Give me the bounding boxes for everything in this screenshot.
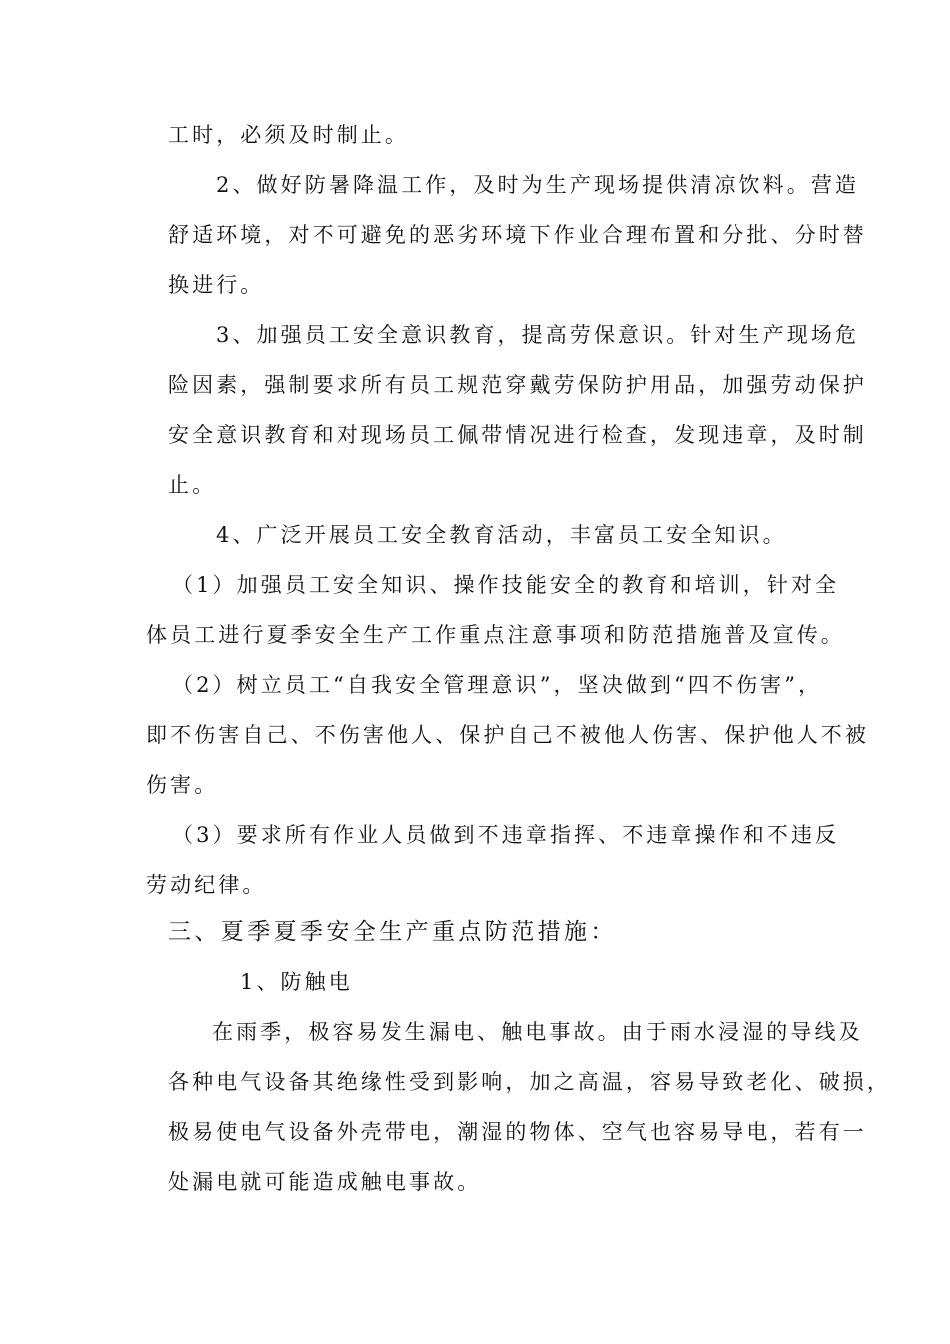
text-line-8: 止。 — [168, 473, 217, 497]
subsection-heading: 1、防触电 — [240, 970, 353, 994]
text-line-3: 舒适环境，对不可避免的恶劣环境下作业合理布置和分批、分时替 — [168, 223, 867, 247]
text-line-4: 换进行。 — [168, 273, 265, 297]
text-line-22: 处漏电就可能造成触电事故。 — [168, 1170, 482, 1194]
text-line-9: 4、广泛开展员工安全教育活动，丰富员工安全知识。 — [216, 523, 787, 547]
text-line-12: （2）树立员工“自我安全管理意识”，坚决做到“四不伤害”， — [172, 673, 823, 697]
text-line-14: 伤害。 — [146, 773, 219, 797]
text-line-2: 2、做好防暑降温工作，及时为生产现场提供清凉饮料。营造 — [216, 173, 860, 197]
text-line-10: （1）加强员工安全知识、操作技能安全的教育和培训，针对全 — [172, 573, 840, 597]
section-heading: 三、夏季夏季安全生产重点防范措施： — [168, 919, 617, 945]
text-line-7: 安全意识教育和对现场员工佩带情况进行检查，发现违章，及时制 — [168, 423, 867, 447]
text-line-13: 即不伤害自己、不伤害他人、保护自己不被他人伤害、保护他人不被 — [146, 723, 869, 747]
text-line-6: 险因素，强制要求所有员工规范穿戴劳保防护用品，加强劳动保护 — [168, 373, 867, 397]
text-line-15: （3）要求所有作业人员做到不违章指挥、不违章操作和不违反 — [172, 823, 840, 847]
text-line-21: 极易使电气设备外壳带电，潮湿的物体、空气也容易导电，若有一 — [168, 1120, 867, 1144]
text-line-20: 各种电气设备其绝缘性受到影响，加之高温，容易导致老化、破损， — [168, 1070, 891, 1094]
text-line-19: 在雨季，极容易发生漏电、触电事故。由于雨水浸湿的导线及 — [212, 1020, 863, 1044]
text-line-11: 体员工进行夏季安全生产工作重点注意事项和防范措施普及宣传。 — [146, 623, 845, 647]
text-line-5: 3、加强员工安全意识教育，提高劳保意识。针对生产现场危 — [216, 323, 860, 347]
text-line-16: 劳动纪律。 — [146, 873, 267, 897]
text-line-1: 工时，必须及时制止。 — [168, 123, 409, 147]
